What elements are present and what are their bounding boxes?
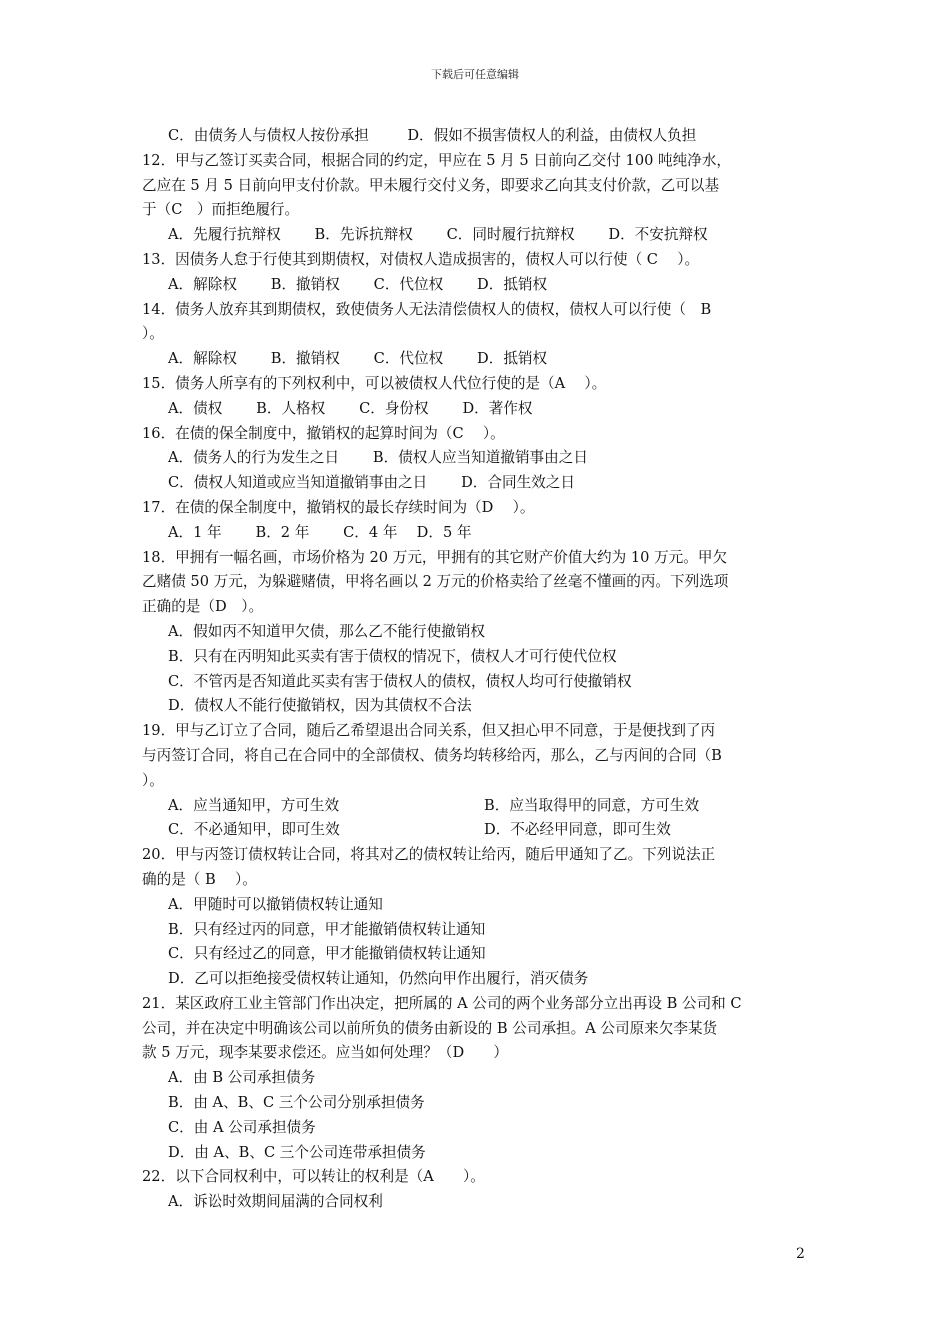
question-line: 18．甲拥有一幅名画，市场价格为 20 万元，甲拥有的其它财产价值大约为 10 万元。甲欠: [142, 548, 728, 566]
question-line: ）。: [142, 325, 164, 343]
question-line: 乙赌债 50 万元，为躲避赌债，甲将名画以 2 万元的价格卖给了丝毫不懂画的丙。下列选项: [142, 573, 729, 591]
option-line: A．解除权 B．撤销权 C．代位权 D．抵销权: [168, 275, 548, 293]
option-line: C．不管丙是否知道此买卖有害于债权人的债权，债权人均可行使撤销权: [168, 672, 632, 690]
option-text: A．应当通知甲，方可生效: [168, 796, 340, 814]
option-text: D．不必经甲同意，即可生效: [484, 821, 671, 839]
option-line: C．由债务人与债权人按份承担 D．假如不损害债权人的利益，由债权人负担: [168, 127, 697, 144]
option-text: C．不必通知甲，即可生效: [168, 821, 340, 839]
question-line: 正确的是（D ）。: [142, 598, 264, 616]
option-line: D．债权人不能行使撤销权，因为其债权不合法: [168, 697, 472, 715]
option-line: A．甲随时可以撤销债权转让通知: [168, 895, 383, 913]
option-line: A．诉讼时效期间届满的合同权利: [168, 1193, 383, 1211]
option-row: [142, 818, 810, 843]
option-line: B．由 A、B、C 三个公司分别承担债务: [168, 1094, 425, 1112]
option-text: B．应当取得甲的同意，方可生效: [484, 796, 700, 814]
option-line: A．1 年 B．2 年 C．4 年 D．5 年: [168, 523, 472, 541]
question-line: 22．以下合同权利中，可以转让的权利是（A ）。: [142, 1168, 485, 1186]
question-line: 14．债务人放弃其到期债权，致使债务人无法清偿债权人的债权，债权人可以行使（ B: [142, 300, 712, 318]
question-line: 乙应在 5 月 5 日前向甲支付价款。甲未履行交付义务，即要求乙向其支付价款，乙可以基: [142, 176, 720, 194]
option-line: A．债务人的行为发生之日 B．债权人应当知道撤销事由之日: [168, 449, 588, 467]
question-line: 21．某区政府工业主管部门作出决定，把所属的 A 公司的两个业务部分立出再设 B 公司和 C: [142, 994, 742, 1012]
option-line: D．乙可以拒绝接受债权转让通知，仍然向甲作出履行，消灭债务: [168, 970, 589, 988]
question-line: 16．在债的保全制度中，撤销权的起算时间为（C ）。: [142, 424, 505, 442]
option-line: A．假如丙不知道甲欠债，那么乙不能行使撤销权: [168, 622, 486, 640]
question-line: 13．因债务人怠于行使其到期债权，对债权人造成损害的，债权人可以行使（ C ）。: [142, 250, 700, 268]
question-line: 17．在债的保全制度中，撤销权的最长存续时间为（D ）。: [142, 498, 535, 516]
option-line: A．债权 B．人格权 C．身份权 D．著作权: [168, 399, 533, 417]
question-line: 15．债务人所享有的下列权利中，可以被债权人代位行使的是（A ）。: [142, 374, 607, 392]
option-line: C．由 A 公司承担债务: [168, 1118, 316, 1136]
option-line: A．由 B 公司承担债务: [168, 1069, 316, 1087]
question-line: 公司，并在决定中明确该公司以前所负的债务由新设的 B 公司承担。A 公司原来欠李某货: [142, 1019, 718, 1037]
option-line: B．只有在丙明知此买卖有害于债权的情况下，债权人才可行使代位权: [168, 647, 617, 665]
question-line: 确的是（ B ）。: [142, 870, 257, 888]
option-line: A．解除权 B．撤销权 C．代位权 D．抵销权: [168, 350, 548, 368]
page-number: 2: [796, 1246, 805, 1262]
page-header: 下载后可任意编辑: [431, 68, 519, 81]
option-row: [142, 794, 810, 819]
question-line: 款 5 万元，现李某要求偿还。应当如何处理？（D ）: [142, 1044, 508, 1062]
option-line: D．由 A、B、C 三个公司连带承担债务: [168, 1143, 426, 1161]
question-line: 19．甲与乙订立了合同，随后乙希望退出合同关系，但又担心甲不同意，于是便找到了丙: [142, 722, 716, 740]
option-line: B．只有经过丙的同意，甲才能撤销债权转让通知: [168, 920, 486, 938]
option-line: C．只有经过乙的同意，甲才能撤销债权转让通知: [168, 945, 486, 963]
question-line: 与丙签订合同，将自己在合同中的全部债权、债务均转移给丙，那么，乙与丙间的合同（B: [142, 746, 722, 764]
question-line: 于（C ）而拒绝履行。: [142, 201, 300, 219]
option-line: C．债权人知道或应当知道撤销事由之日 D．合同生效之日: [168, 474, 575, 492]
option-line: A．先履行抗辩权 B．先诉抗辩权 C．同时履行抗辩权 D．不安抗辩权: [168, 226, 708, 244]
document-body: [142, 124, 810, 1215]
question-line: ）。: [142, 771, 164, 789]
question-line: 12．甲与乙签订买卖合同，根据合同的约定，甲应在 5 月 5 日前向乙交付 100 吨纯净水，: [142, 151, 732, 169]
question-line: 20．甲与丙签订债权转让合同，将其对乙的债权转让给丙，随后甲通知了乙。下列说法正: [142, 846, 716, 864]
